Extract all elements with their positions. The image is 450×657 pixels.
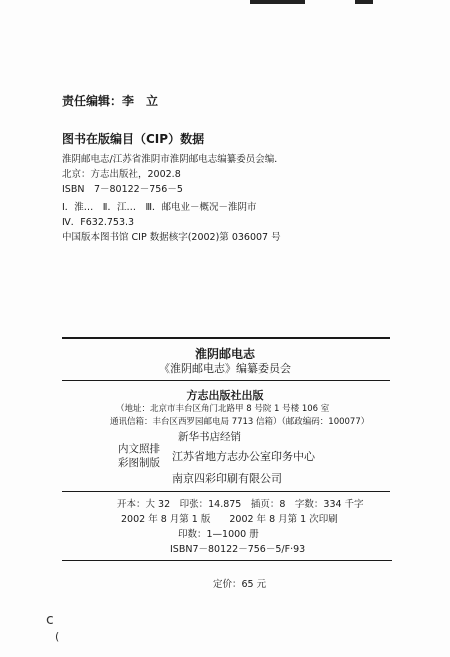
cip-line-classification: Ⅳ．F632.753.3 (62, 217, 135, 228)
book-title: 淮阴邮电志 (194, 347, 255, 361)
price: 定价：65 元 (213, 579, 267, 590)
rule-author (62, 380, 390, 381)
format-line: 开本：大 32 印张：14.875 插页：8 字数：334 千字 (117, 499, 364, 510)
isbn-code: ISBN7－80122－756－5/F·93 (170, 544, 306, 555)
publisher-mail: 通讯信箱：丰台区西罗园邮电局 7713 信箱）（邮政编码：100077） (110, 417, 370, 427)
print-run: 印数：1—1000 册 (178, 529, 259, 540)
cip-line-subjects: Ⅰ．淮… Ⅱ．江… Ⅲ．邮电业－概况－淮阴市 (62, 202, 257, 213)
book-author: 《淮阴邮电志》编纂委员会 (159, 362, 291, 375)
rule-printer (62, 491, 390, 492)
rule-top (62, 337, 390, 339)
cip-line-title: 淮阴邮电志/江苏省淮阴市淮阴邮电志编纂委员会编． (62, 154, 284, 165)
typeset-label-1: 内文照排 (118, 443, 160, 455)
printer: 南京四彩印刷有限公司 (172, 472, 282, 485)
distributor: 新华书店经销 (178, 431, 241, 443)
rule-price (62, 560, 392, 561)
publisher: 方志出版社出版 (186, 389, 264, 402)
edition-line: 2002 年 8 月第 1 版 2002 年 8 月第 1 次印刷 (121, 514, 338, 525)
cip-line-isbn: ISBN 7－80122－756－5 (62, 184, 183, 195)
scan-edge-right (355, 0, 373, 4)
scan-edge-left (250, 0, 305, 4)
publisher-address: （地址：北京市丰台区角门北路甲 8 号院 1 号楼 106 室 (116, 404, 330, 414)
typesetter: 江苏省地方志办公室印务中心 (172, 450, 315, 463)
scan-mark: c (46, 612, 54, 628)
cip-line-publisher: 北京：方志出版社，2002.8 (62, 169, 181, 180)
cip-line-record: 中国版本图书馆 CIP 数据核字(2002)第 036007 号 (62, 232, 281, 243)
typeset-label-2: 彩图制版 (118, 457, 160, 469)
responsible-editor: 责任编辑：李 立 (62, 94, 159, 108)
cip-heading: 图书在版编目（CIP）数据 (62, 132, 205, 146)
scan-mark-bracket: ( (55, 630, 60, 643)
